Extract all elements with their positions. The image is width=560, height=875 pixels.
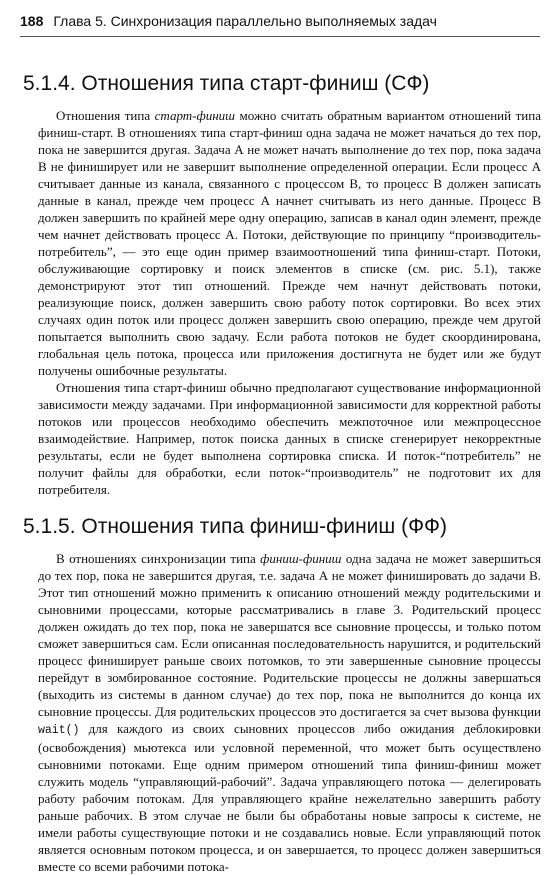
paragraph-finish-finish-1 (38, 550, 541, 875)
running-header (20, 12, 532, 30)
section-heading-finish-finish: 5.1.5. Отношения типа финиш-финиш (ФФ) (23, 515, 448, 538)
inline-code: wait() (38, 724, 80, 737)
section-heading-start-finish: 5.1.4. Отношения типа старт-финиш (СФ) (23, 72, 430, 95)
emphasis-term: финиш-финиш (260, 551, 342, 566)
text-run: можно считать обратным вариантом отношений типа финиш-старт. В отношениях типа старт-финиш одна задача не может начаться до тех пор, пока не завершится другая. Задача А не может начать выполнение до тех пор, пока задача В не финиширует или не завершит выполнение определенной операции. Если процесс А считывает данные из канала, связанного с процессом В, то процесс В должен записать данные в канал, прежде чем процесс А начнет считывать из него данные. Процесс В должен завершить по крайней мере одну операцию, записав в канал один элемент, прежде чем начнет действовать процесс А. Потоки, действующие по принципу “производитель-потребитель”, — это еще один пример взаимоотношений типа финиш-старт. Потоки, обслуживающие сортировку и поиск элементов в списке (см. рис. 5.1), также демонстрируют этот тип отношений. Прежде чем начнут действовать потоки, реализующие поиск, должен завершить свою работу поток сортировки. Во всех этих случаях один поток или процесс должен завершить свою операцию, прежде чем другой попытается выполнить свою задачу. Если работа потоков не будет скоординирована, глобальная цель потока, процесса или приложения достигнута не будет или же будут получены ошибочные результаты. (38, 108, 541, 378)
text-run: Отношения типа (56, 108, 155, 123)
text-run: одна задача не может завершиться до тех пор, пока не завершится другая, т.е. задача А не может финишировать до задачи В. Этот тип отношений можно применить к описанию отношений между родительскими и сыновними процессами, которые рассматривались в главе 3. Родительский процесс должен ожидать до тех пор, пока не завершатся все сыновние процессы, и только потом сможет завершиться сам. Если описанная последовательность нарушится, и родительский процесс финиширует раньше своих потомков, то эти завершенные сыновние процессы перейдут в зомбированное состояние. Родительские процессы не должны завершаться (выходить из системы в данном случае) до тех пор, пока не выполнится до конца их сыновние процессы. Для родительских процессов это достигается за счет вызова функции (38, 551, 541, 719)
paragraph-start-finish-1 (38, 107, 541, 379)
text-run: В отношениях синхронизации типа (56, 551, 261, 566)
header-rule (20, 36, 540, 37)
text-run: Отношения типа старт-финиш обычно предполагают существование информационной зависимости между задачами. При информационной зависимости для корректной работы потоков или процессов необходимо обеспечить межпоточное или межпроцессное взаимодействие. Например, поток поиска данных в списке сгенерирует некорректные результаты, если не будет выполнена сортировка списка. И поток-“потребитель” не получит файлы для обработки, если поток-“производитель” не подготовит их для потребителя. (38, 380, 541, 497)
text-run: для каждого из своих сыновних процессов либо ожидания деблокировки (освобождения) мьютекса или условной переменной, что может быть осуществлено сыновними потоками. Еще одним примером отношений типа финиш-финиш может служить модель “управляющий-рабочий”. Задача управляющего потока — делегировать работу рабочим потокам. Для управляющего крайне нежелательно завершить работу раньше рабочих. В этом случае не были бы обработаны новые запросы к системе, не имели работы существующие потоки и не создавались новые. Если управляющий поток является основным потоком процесса, и он завершается, то процесс должен завершиться вместе со всеми рабочими потока- (38, 721, 541, 874)
paragraph-start-finish-2 (38, 379, 541, 498)
emphasis-term: старт-финиш (154, 108, 235, 123)
page-number: 188 (20, 13, 44, 29)
chapter-title: Глава 5. Синхронизация параллельно выполняемых задач (53, 13, 437, 29)
